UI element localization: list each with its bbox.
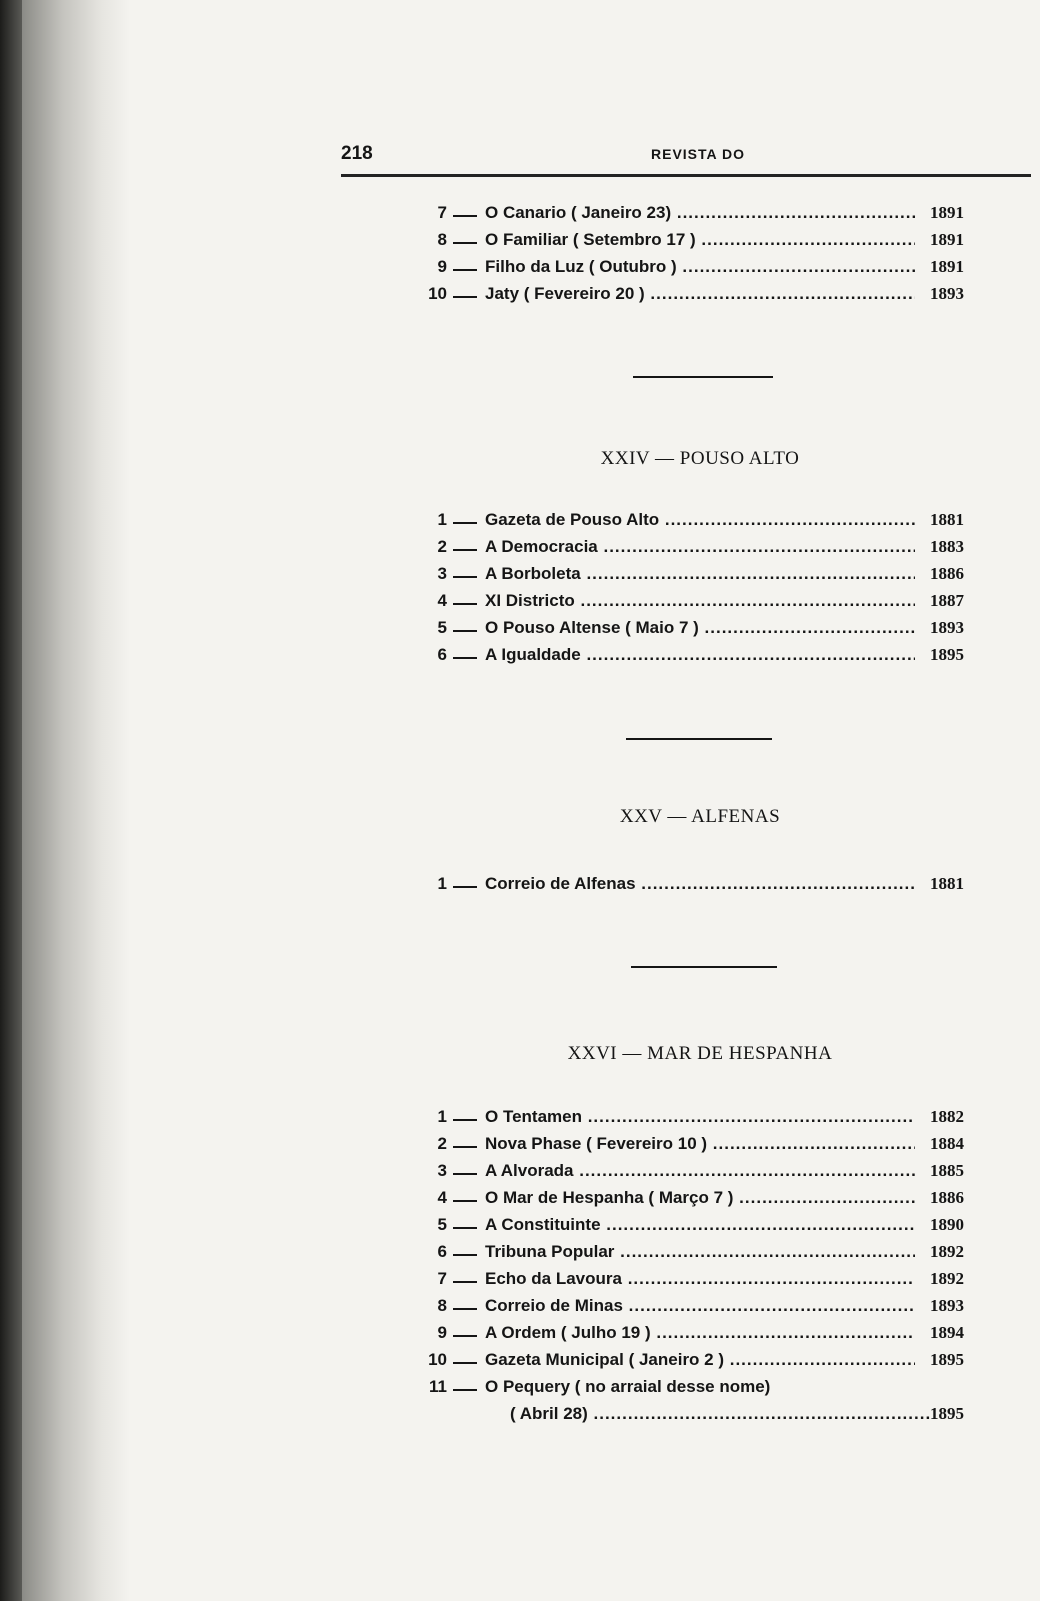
item-title: A Constituinte ..... — [485, 1215, 915, 1235]
list-item — [400, 1242, 990, 1268]
item-year: 1891 — [930, 257, 964, 276]
list-item — [400, 230, 990, 256]
em-dash — [453, 630, 477, 632]
em-dash — [453, 215, 477, 217]
item-year: 1884 — [930, 1134, 964, 1153]
item-number: 7 — [437, 203, 447, 222]
item-title: O Canario ( Janeiro 23) ..... — [485, 203, 915, 223]
list-item — [400, 1134, 990, 1160]
item-year: 1893 — [930, 284, 964, 303]
item-year: 1886 — [930, 1188, 964, 1207]
page-header — [341, 143, 1031, 165]
item-title: Gazeta Municipal ( Janeiro 2 ) ..... — [485, 1350, 915, 1370]
item-title: O Mar de Hespanha ( Março 7 ) ..... — [485, 1188, 915, 1208]
list-item — [400, 257, 990, 283]
section-heading: XXIV — POUSO ALTO — [600, 448, 800, 469]
item-number: 6 — [437, 645, 447, 664]
em-dash — [453, 603, 477, 605]
item-title: O Tentamen ..... — [485, 1107, 915, 1127]
list-item — [400, 874, 990, 900]
item-year: 1882 — [930, 1107, 964, 1126]
item-year: 1881 — [930, 510, 964, 529]
item-number: 9 — [437, 1323, 447, 1342]
em-dash — [453, 242, 477, 244]
item-number: 10 — [428, 1350, 447, 1369]
em-dash — [453, 1362, 477, 1364]
em-dash — [453, 1335, 477, 1337]
item-title: Nova Phase ( Fevereiro 10 ) ..... — [485, 1134, 915, 1154]
item-year: 1886 — [930, 564, 964, 583]
item-number: 5 — [437, 1215, 447, 1234]
item-title: A Igualdade ..... — [485, 645, 915, 665]
list-item — [400, 537, 990, 563]
item-year: 1883 — [930, 537, 964, 556]
book-spine-edge — [0, 0, 22, 1601]
list-item — [400, 1215, 990, 1241]
list-item — [400, 510, 990, 536]
item-year: 1891 — [930, 230, 964, 249]
item-year: 1892 — [930, 1269, 964, 1288]
item-title: A Borboleta ..... — [485, 564, 915, 584]
item-year: 1887 — [930, 591, 964, 610]
em-dash — [453, 1173, 477, 1175]
item-year: 1893 — [930, 618, 964, 637]
running-head: REVISTA DO — [651, 146, 746, 162]
section-divider — [626, 738, 772, 740]
page-number: 218 — [341, 143, 373, 164]
list-item — [400, 1296, 990, 1322]
item-title: Tribuna Popular ..... — [485, 1242, 915, 1262]
item-year: 1893 — [930, 1296, 964, 1315]
item-title: A Ordem ( Julho 19 ) ..... — [485, 1323, 915, 1343]
list-item — [400, 203, 990, 229]
item-year: 1895 — [930, 1404, 964, 1423]
item-number: 5 — [437, 618, 447, 637]
em-dash — [453, 1119, 477, 1121]
list-item — [400, 284, 990, 310]
item-year: 1891 — [930, 203, 964, 222]
item-number: 10 — [428, 284, 447, 303]
em-dash — [453, 1308, 477, 1310]
list-item — [400, 1188, 990, 1214]
section-divider — [633, 376, 773, 378]
item-number: 1 — [437, 874, 447, 893]
section-heading: XXV — ALFENAS — [619, 806, 781, 827]
item-number: 3 — [437, 564, 447, 583]
em-dash — [453, 296, 477, 298]
item-title: O Familiar ( Setembro 17 ) ..... — [485, 230, 915, 250]
section-heading: XXVI — MAR DE HESPANHA — [567, 1043, 833, 1064]
item-number: 3 — [437, 1161, 447, 1180]
list-item — [400, 1161, 990, 1187]
em-dash — [453, 886, 477, 888]
em-dash — [453, 657, 477, 659]
item-number: 2 — [437, 1134, 447, 1153]
list-item — [400, 618, 990, 644]
list-item — [400, 564, 990, 590]
item-title: Correio de Minas ..... — [485, 1296, 915, 1316]
em-dash — [453, 1281, 477, 1283]
list-item — [400, 1269, 990, 1295]
item-number: 4 — [437, 591, 447, 610]
list-item — [400, 645, 990, 671]
item-year: 1892 — [930, 1242, 964, 1261]
item-number: 6 — [437, 1242, 447, 1261]
item-year: 1894 — [930, 1323, 964, 1342]
item-number: 1 — [437, 510, 447, 529]
item-number: 8 — [437, 1296, 447, 1315]
item-number: 11 — [429, 1377, 447, 1396]
item-title: Echo da Lavoura ..... — [485, 1269, 915, 1289]
item-title: XI Districto ..... — [485, 591, 915, 611]
item-title: Correio de Alfenas ..... — [485, 874, 915, 894]
item-year: 1885 — [930, 1161, 964, 1180]
item-title: Jaty ( Fevereiro 20 ) ..... — [485, 284, 915, 304]
item-title: Gazeta de Pouso Alto ..... — [485, 510, 915, 530]
item-title: Filho da Luz ( Outubro ) ..... — [485, 257, 915, 277]
item-year: 1895 — [930, 645, 964, 664]
item-number: 9 — [437, 257, 447, 276]
list-item — [400, 1323, 990, 1349]
em-dash — [453, 269, 477, 271]
item-title: A Democracia ..... — [485, 537, 915, 557]
em-dash — [453, 1227, 477, 1229]
em-dash — [453, 1200, 477, 1202]
section-divider — [631, 966, 777, 968]
em-dash — [453, 1389, 477, 1391]
item-title: O Pequery ( no arraial desse nome) — [485, 1377, 771, 1396]
item-number: 4 — [437, 1188, 447, 1207]
item-number: 2 — [437, 537, 447, 556]
item-number: 1 — [437, 1107, 447, 1126]
item-year: 1890 — [930, 1215, 964, 1234]
item-title: O Pouso Altense ( Maio 7 ) ..... — [485, 618, 915, 638]
em-dash — [453, 576, 477, 578]
list-item-continuation — [400, 1404, 990, 1430]
list-item — [400, 1350, 990, 1376]
list-item — [400, 591, 990, 617]
list-item — [400, 1107, 990, 1133]
item-number: 8 — [437, 230, 447, 249]
item-year: 1895 — [930, 1350, 964, 1369]
em-dash — [453, 549, 477, 551]
item-number: 7 — [437, 1269, 447, 1288]
em-dash — [453, 522, 477, 524]
item-year: 1881 — [930, 874, 964, 893]
header-rule — [341, 174, 1031, 177]
em-dash — [453, 1146, 477, 1148]
em-dash — [453, 1254, 477, 1256]
list-item — [400, 1377, 990, 1403]
item-title: A Alvorada ..... — [485, 1161, 915, 1181]
item-title-continuation: ( Abril 28) ..... — [510, 1404, 930, 1430]
